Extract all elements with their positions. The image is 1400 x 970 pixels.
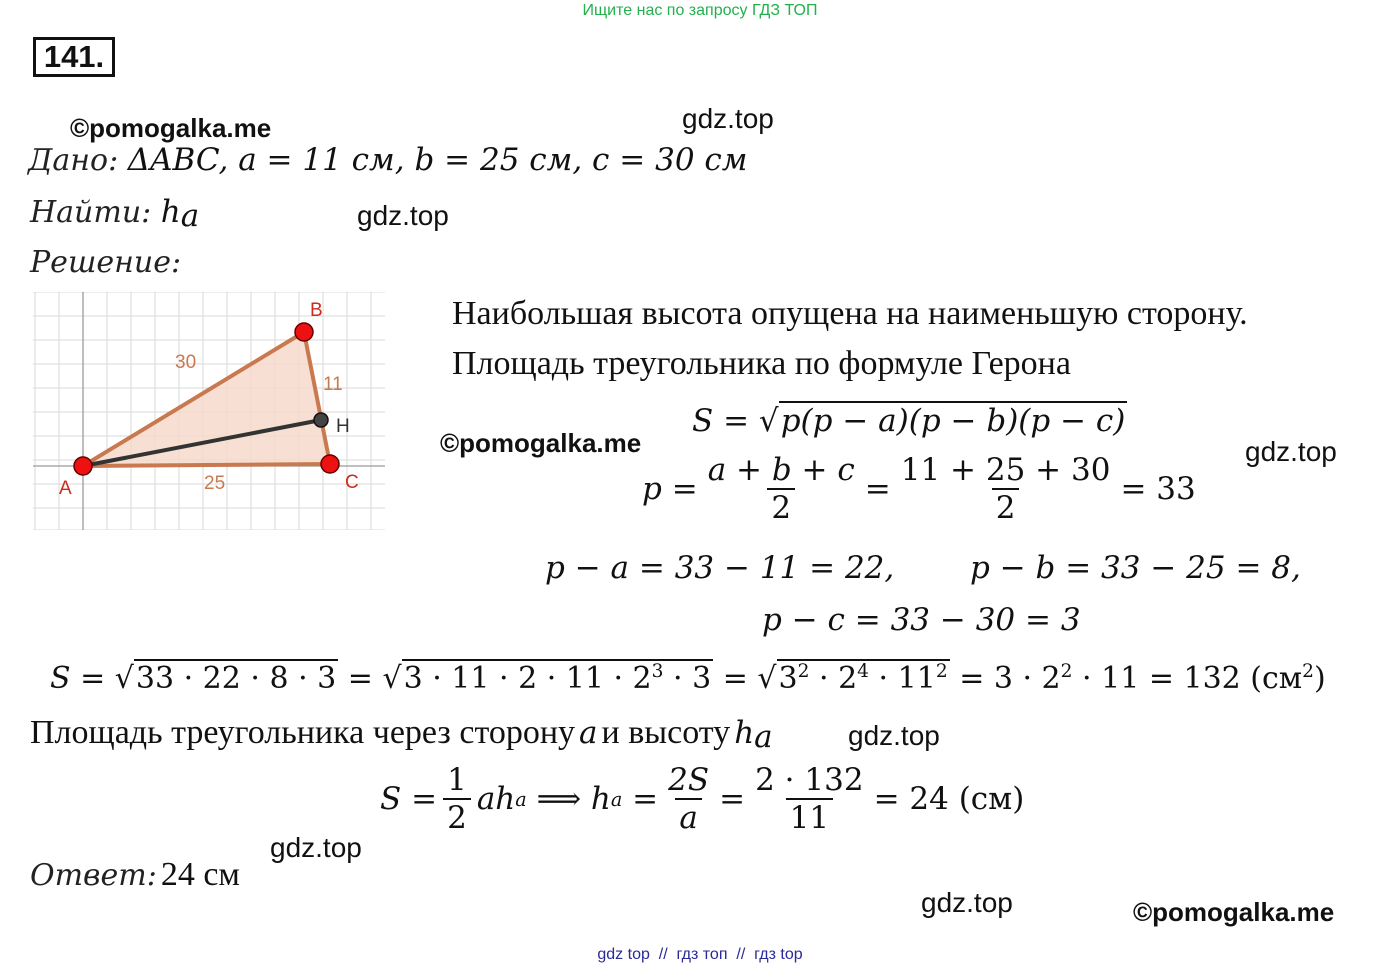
watermark-site: gdz.top	[357, 200, 449, 231]
given-label: Дано	[28, 143, 109, 178]
p-minus-b: p − b = 33 − 25 = 8,	[970, 550, 1301, 586]
height-formula: S = $\frac{1}{2}$ ah a ⟹ h a = $\frac{2S}{a}$ = $\frac{2 \cdot 132}{11}$ = 24 (см)	[380, 762, 1025, 836]
triangle-abc	[83, 332, 330, 466]
vertex-a	[74, 457, 92, 475]
label-point-c: C	[345, 472, 359, 493]
label-point-b: B	[310, 300, 323, 321]
p-fraction-denominator: 2	[767, 488, 795, 526]
label-side-a: 11	[323, 374, 343, 395]
explanation-line-1: Наибольшая высота опущена на наименьшую сторону.	[452, 295, 1248, 332]
watermark-site: gdz.top	[848, 720, 940, 751]
label-point-h: H	[336, 416, 350, 437]
find-value: h	[160, 194, 181, 230]
solution-heading: Решение:	[30, 245, 182, 280]
p-value-numerator: 11 + 25 + 30	[900, 452, 1111, 488]
p-fraction-numerator: a + b + c	[707, 452, 855, 488]
footer-links[interactable]: gdz top // гдз топ // гдз top	[597, 946, 803, 963]
label-side-c: 30	[175, 352, 197, 373]
height-result: = 24 (см)	[873, 781, 1025, 817]
watermark-site: gdz.top	[682, 103, 774, 134]
answer-label: Ответ:	[30, 858, 157, 893]
label-point-a: A	[59, 478, 72, 499]
find-subscript: a	[180, 198, 200, 235]
p-minus-a: p − a = 33 − 11 = 22,	[545, 550, 895, 586]
vertex-c	[321, 455, 339, 473]
watermark-copyright: ©pomogalka.me	[1133, 897, 1335, 927]
given-value: ΔABC, a = 11 см, b = 25 см, c = 30 см	[127, 142, 748, 178]
area-via-height-line: Площадь треугольника через сторону a и высоту $h_a$	[30, 714, 773, 756]
area-calculation: $S = √33 \cdot 22 \cdot 8 \cdot 3 = √3 \cdot 11 \cdot 2 \cdot 11 \cdot 2^3 \cdot 3 = √3^2 \cdot 2^4 \cdot 11^2 = 3 \cdot 2^2 \cdot 11 = 132$ $(см^2)$	[50, 661, 1326, 696]
answer-line	[30, 856, 240, 894]
p-value-denominator: 2	[992, 488, 1020, 526]
watermark-site: gdz.top	[1245, 436, 1337, 467]
label-side-b: 25	[204, 473, 226, 494]
watermark-site: gdz.top	[270, 832, 362, 863]
triangle-figure	[33, 292, 385, 530]
semiperimeter-formula: p = $\frac{a + b + c}{2}$ = $\frac{11 + 25 + 30}{2}$ = 33	[642, 452, 1196, 526]
vertex-b	[295, 323, 313, 341]
watermark-copyright: ©pomogalka.me	[440, 428, 642, 458]
heron-formula: S = √p(p − a)(p − b)(p − c)	[692, 403, 1126, 439]
answer-value: 24 см	[160, 856, 240, 893]
top-banner: Ищите нас по запросу ГДЗ ТОП	[582, 2, 818, 19]
find-line: Найти: $h_a$	[30, 194, 200, 235]
p-result: = 33	[1120, 471, 1196, 507]
explanation-line-2: Площадь треугольника по формуле Герона	[452, 345, 1071, 382]
watermark-site: gdz.top	[921, 887, 1013, 918]
given-line: Дано: ΔABC, a = 11 см, b = 25 см, c = 30 см	[28, 142, 748, 178]
find-label: Найти	[30, 195, 142, 230]
task-number: 141.	[33, 37, 115, 77]
watermark-copyright: ©pomogalka.me	[70, 113, 272, 143]
heron-radicand: p(p − a)(p − b)(p − c)	[780, 403, 1126, 439]
point-h	[314, 413, 328, 427]
p-minus-c: p − c = 33 − 30 = 3	[762, 602, 1081, 638]
